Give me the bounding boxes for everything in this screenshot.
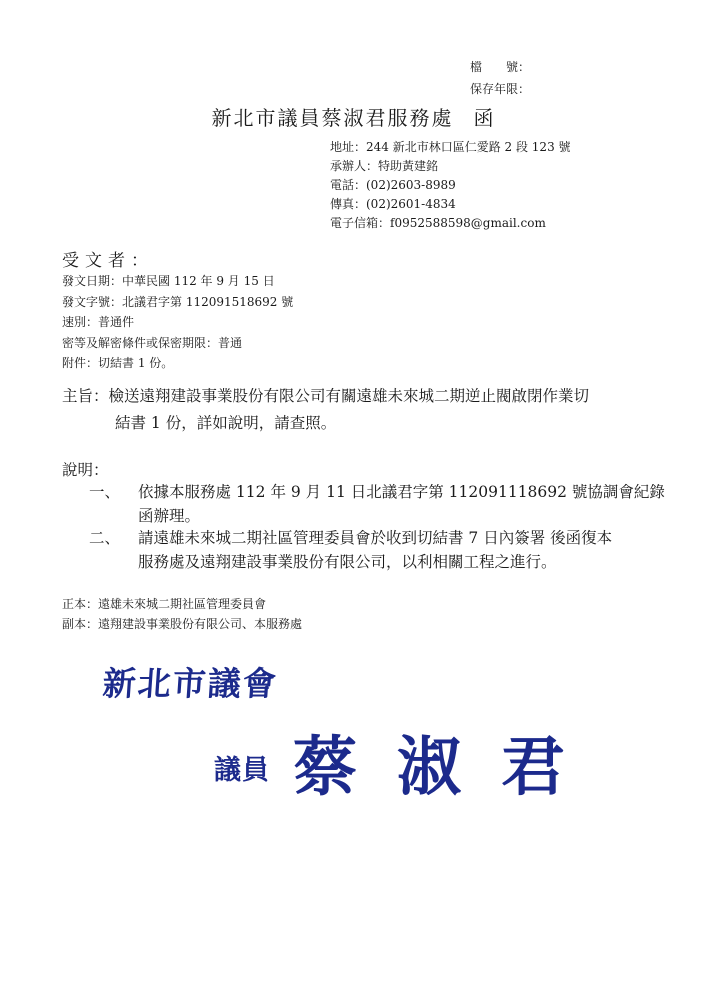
retention-period-label: 保存年限： <box>470 82 531 96</box>
explanation-label: 說明： <box>62 461 109 479</box>
document-number: 發文字號：北議君字第 112091518692 號 <box>62 294 294 309</box>
item-text-line-1: 依據本服務處 112 年 9 月 11 日北議君字第 112091118692 號協調會紀錄 <box>138 483 665 501</box>
original-recipient: 正本：遠雄未來城二期社區管理委員會 <box>62 597 267 611</box>
explanation-item <box>62 480 665 528</box>
handler: 承辦人：特助黃建銘 <box>330 159 439 173</box>
document-type: 函 <box>473 106 496 130</box>
item-text-line-2: 函辦理。 <box>138 507 201 525</box>
subject <box>62 383 652 437</box>
secrecy-level: 密等及解密條件或保密期限：普通 <box>62 335 243 350</box>
contact-block <box>330 138 571 233</box>
subject-line-2: 結書 1 份，詳如說明，請查照。 <box>115 414 337 432</box>
office-name: 新北市議員蔡淑君服務處 <box>211 106 454 130</box>
item-text-line-1: 請遠雄未來城二期社區管理委員會於收到切結書 7 日內簽署 後函復本 <box>138 529 613 547</box>
attachment: 附件：切結書 1 份。 <box>62 356 174 370</box>
delivery-speed: 速別：普通件 <box>62 315 135 329</box>
item-number: 一、 <box>88 483 120 501</box>
recipient-label: 受文者： <box>62 251 154 271</box>
page-title <box>0 102 707 131</box>
email: 電子信箱：f0952588598@gmail.com <box>330 216 546 230</box>
council-stamp: 新北市議會 <box>101 664 280 703</box>
fax: 傳真：(02)2601-4834 <box>330 197 456 211</box>
document-meta <box>470 56 530 100</box>
phone: 電話：(02)2603-8989 <box>330 178 456 192</box>
explanation-item <box>62 526 662 574</box>
address: 地址：244 新北市林口區仁愛路 2 段 123 號 <box>330 140 571 154</box>
item-text-line-2: 服務處及遠翔建設事業股份有限公司，以利相關工程之進行。 <box>138 553 557 571</box>
subject-line-1: 主旨：檢送遠翔建設事業股份有限公司有關遠雄未來城二期逆止閥啟閉作業切 <box>62 387 590 405</box>
copy-recipients: 副本：遠翔建設事業股份有限公司、本服務處 <box>62 617 303 631</box>
role-stamp: 議員 <box>214 755 270 786</box>
distribution-block <box>62 594 302 634</box>
signature-stamp: 蔡淑君 <box>293 730 605 805</box>
archive-number-label: 檔 號： <box>470 60 531 74</box>
item-number: 二、 <box>88 529 120 547</box>
header-fields <box>62 271 293 374</box>
issue-date: 發文日期：中華民國 112 年 9 月 15 日 <box>62 274 275 288</box>
